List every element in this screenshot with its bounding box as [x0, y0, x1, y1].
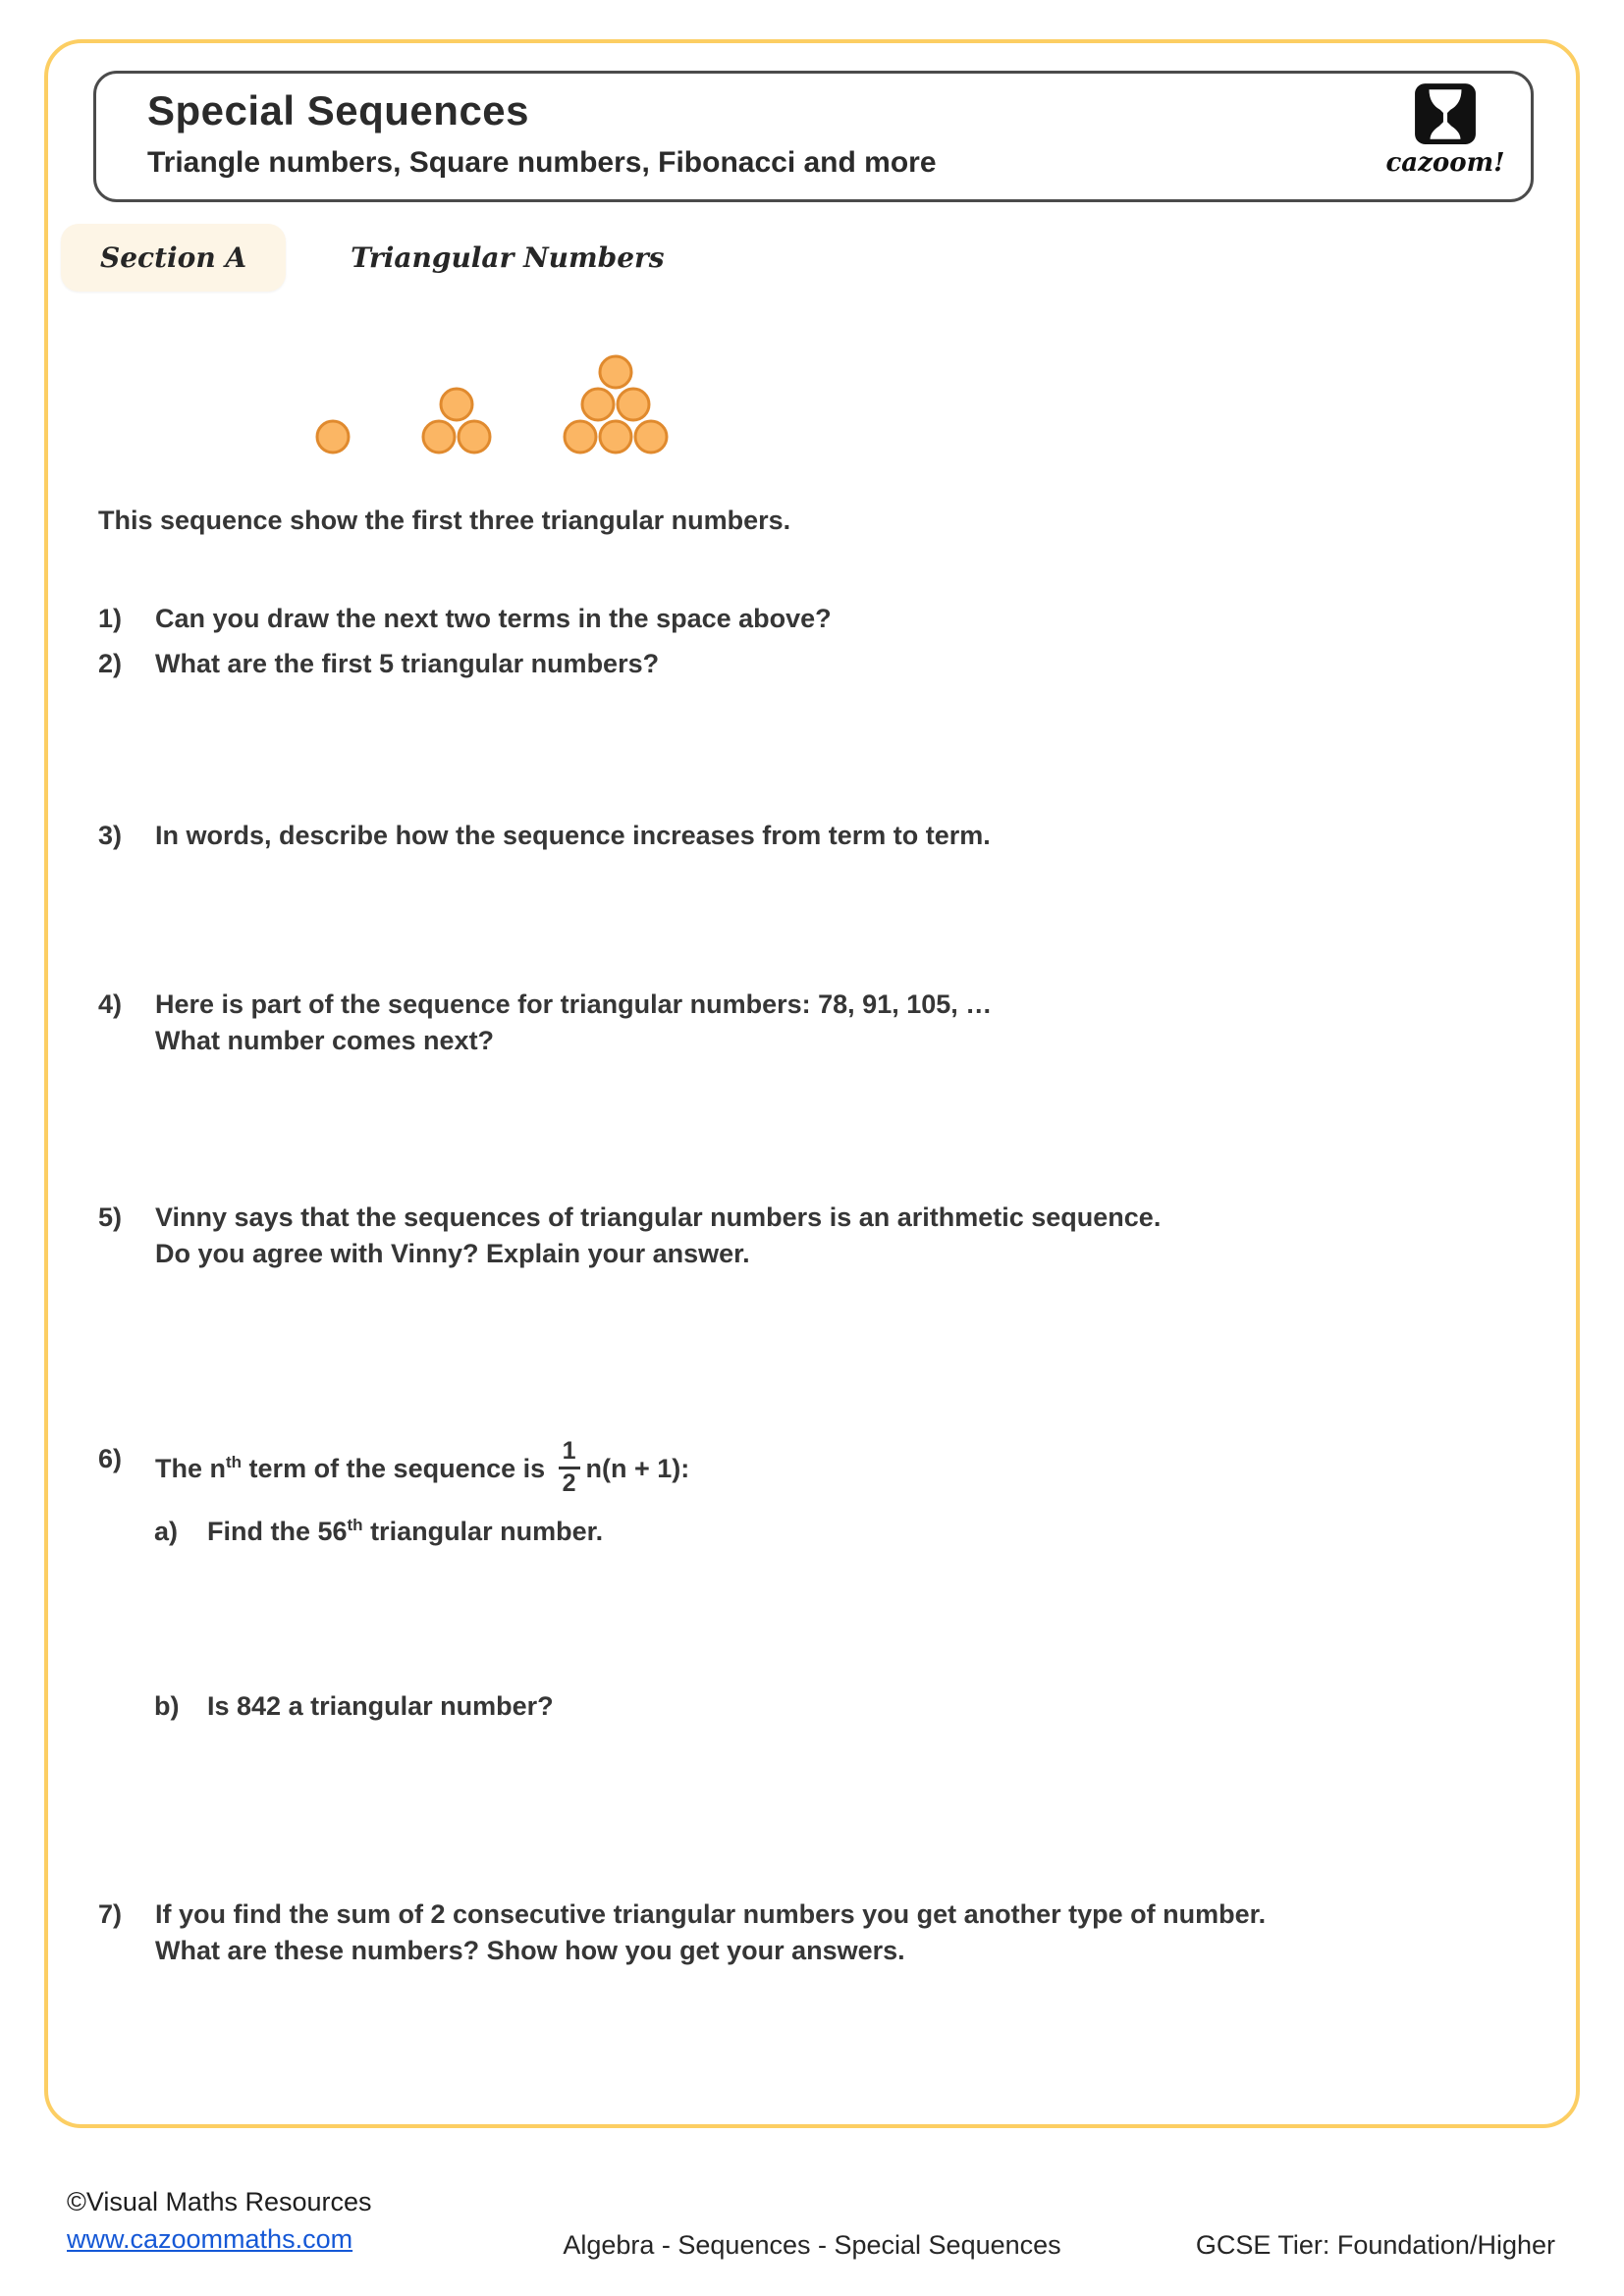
question-part: triangular number.	[362, 1517, 604, 1546]
question-number: 5)	[98, 1202, 123, 1232]
question-6	[98, 1437, 690, 1500]
question-7	[98, 1896, 1266, 1969]
footer-copyright: ©Visual Maths Resources	[67, 2187, 372, 2216]
footer-topic: Algebra - Sequences - Special Sequences	[563, 2230, 1061, 2260]
intro-text: This sequence show the first three triangular numbers.	[98, 506, 791, 535]
section-badge-label: Section A	[100, 241, 247, 274]
question-text	[207, 1514, 603, 1550]
triangle-figure-3	[560, 353, 672, 455]
fraction-one-half	[559, 1438, 580, 1497]
cazoom-logo-text: cazoom!	[1385, 148, 1505, 178]
question-text: Is 842 a triangular number?	[207, 1691, 554, 1721]
superscript-th: th	[226, 1453, 243, 1472]
question-text: Can you draw the next two terms in the space above?	[155, 604, 832, 633]
triangle-figure-2	[418, 386, 495, 455]
question-line: What are these numbers? Show how you get your answers.	[155, 1936, 905, 1965]
question-line: If you find the sum of 2 consecutive triangular numbers you get another type of number.	[155, 1899, 1267, 1929]
question-number: a)	[154, 1517, 179, 1546]
question-3	[98, 818, 991, 854]
question-part: Find the 56	[207, 1517, 348, 1546]
fraction-numerator: 1	[559, 1438, 580, 1469]
question-6a	[154, 1514, 603, 1550]
question-text	[155, 987, 992, 1059]
question-number: 1)	[98, 604, 123, 633]
triangle-figure-1	[312, 418, 353, 455]
section-badge	[61, 224, 286, 292]
page-title: Special Sequences	[147, 87, 530, 133]
question-part: term of the sequence is	[242, 1454, 553, 1484]
question-line: Here is part of the sequence for triangular numbers: 78, 91, 105, …	[155, 989, 993, 1019]
question-line: Vinny says that the sequences of triangular numbers is an arithmetic sequence.	[155, 1202, 1162, 1232]
cazoom-logo-icon	[1413, 81, 1478, 146]
question-text	[155, 1437, 690, 1500]
question-6b	[154, 1688, 554, 1725]
section-header	[61, 224, 665, 292]
question-number: 7)	[98, 1899, 123, 1929]
cazoom-logo	[1381, 81, 1509, 178]
question-text: In words, describe how the sequence increases from term to term.	[155, 821, 991, 850]
question-2	[98, 646, 659, 682]
page-subtitle: Triangle numbers, Square numbers, Fibonacci and more	[147, 146, 937, 179]
footer-tier: GCSE Tier: Foundation/Higher	[1195, 2230, 1555, 2260]
question-text	[155, 1200, 1161, 1272]
page-border-frame	[44, 39, 1580, 2128]
question-number: 4)	[98, 989, 123, 1019]
question-number: 3)	[98, 821, 123, 850]
triangular-dots	[312, 353, 672, 455]
question-line: Do you agree with Vinny? Explain your answer.	[155, 1239, 750, 1268]
question-part: n(n + 1):	[585, 1454, 690, 1484]
question-part: The n	[155, 1454, 226, 1484]
question-number: 6)	[98, 1444, 123, 1473]
question-text: What are the first 5 triangular numbers?	[155, 649, 660, 678]
question-text	[155, 1896, 1266, 1969]
question-line: What number comes next?	[155, 1026, 495, 1055]
question-number: b)	[154, 1691, 180, 1721]
question-5	[98, 1200, 1161, 1272]
worksheet-header	[93, 71, 1534, 202]
superscript-th: th	[347, 1516, 363, 1534]
question-number: 2)	[98, 649, 123, 678]
question-1	[98, 601, 832, 637]
section-title: Triangular Numbers	[351, 241, 665, 274]
question-4	[98, 987, 992, 1059]
fraction-denominator: 2	[562, 1468, 576, 1497]
footer-website-link[interactable]: www.cazoommaths.com	[67, 2224, 353, 2254]
